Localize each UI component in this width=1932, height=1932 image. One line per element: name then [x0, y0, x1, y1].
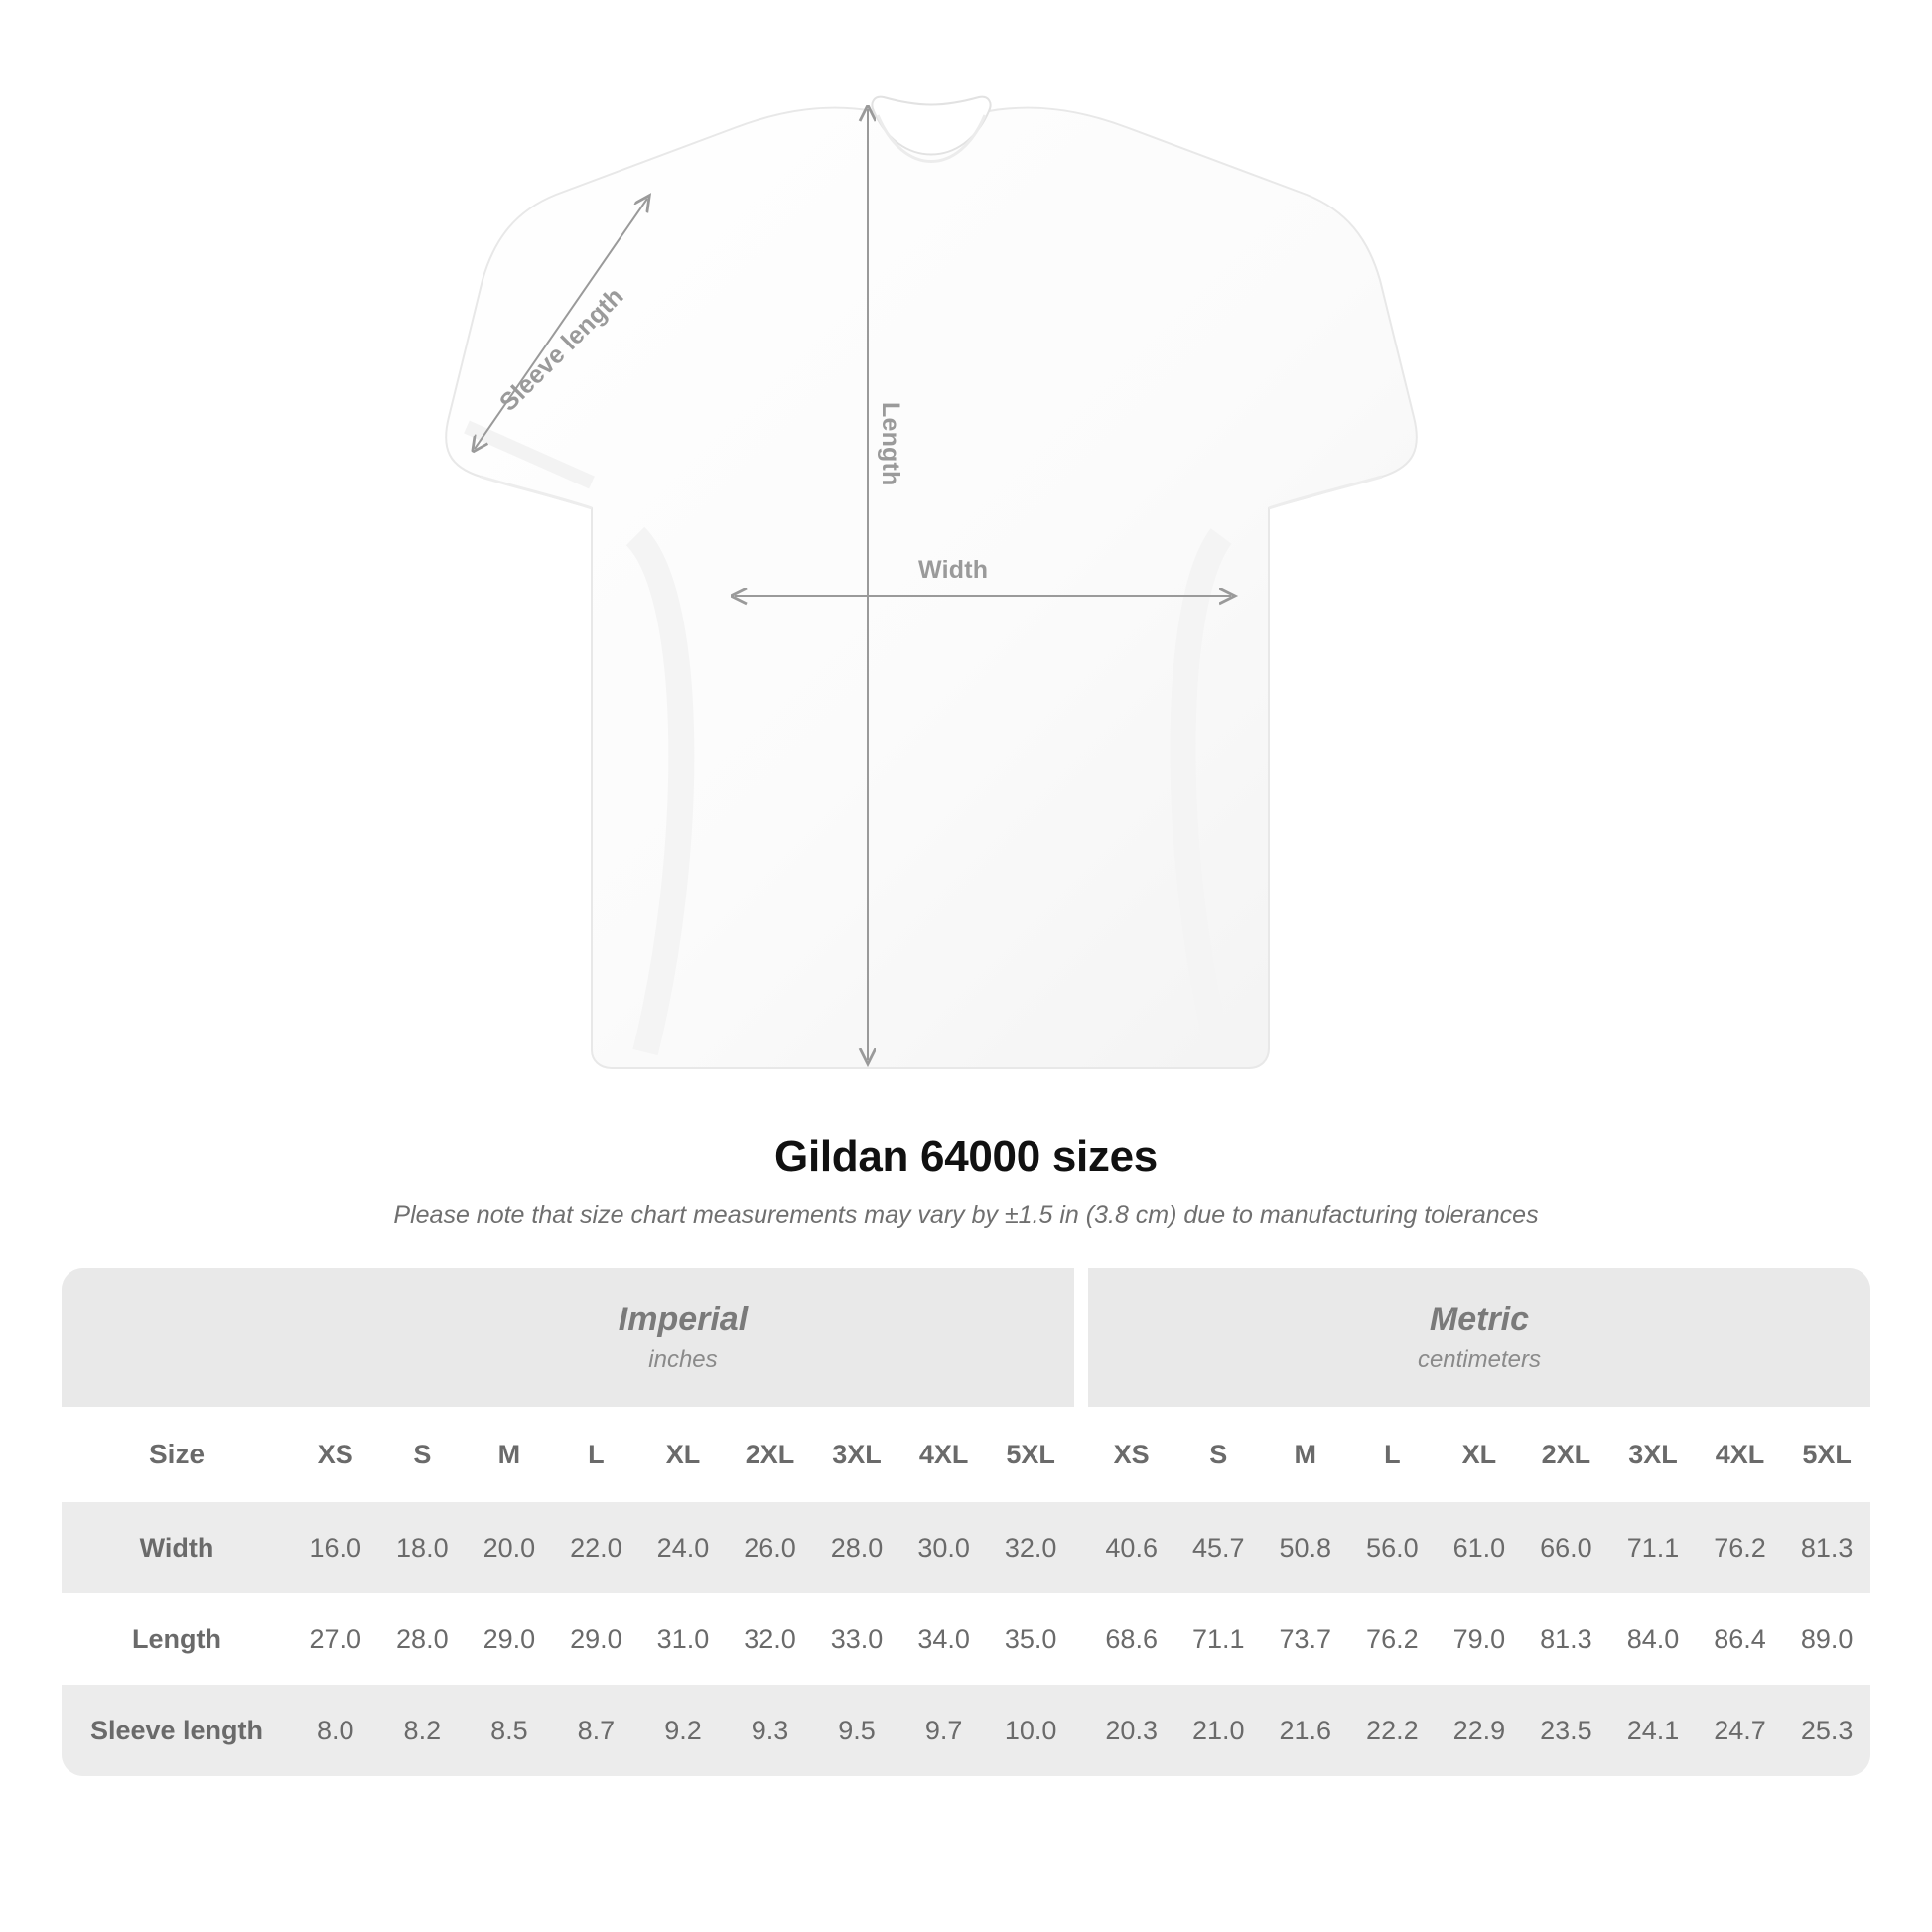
cell-width-imperial-3xl: 28.0: [813, 1502, 900, 1593]
cell-length-metric-xl: 79.0: [1436, 1593, 1523, 1685]
row-label-sleeve-length: Sleeve length: [62, 1685, 292, 1776]
size-header-metric-4xl: 4XL: [1697, 1407, 1784, 1502]
cell-length-imperial-m: 29.0: [466, 1593, 553, 1685]
size-header-metric-5xl: 5XL: [1783, 1407, 1870, 1502]
size-header-metric-s: S: [1174, 1407, 1262, 1502]
width-label: Width: [918, 556, 989, 584]
size-header-imperial-m: M: [466, 1407, 553, 1502]
title-block: [0, 1132, 1932, 1230]
cell-length-imperial-3xl: 33.0: [813, 1593, 900, 1685]
cell-length-metric-2xl: 81.3: [1523, 1593, 1610, 1685]
cell-width-metric-s: 45.7: [1174, 1502, 1262, 1593]
cell-length-imperial-s: 28.0: [379, 1593, 467, 1685]
unit-header-imperial: [292, 1268, 1074, 1407]
cell-length-metric-s: 71.1: [1174, 1593, 1262, 1685]
cell-length-metric-xs: 68.6: [1088, 1593, 1175, 1685]
cell-sleeve-metric-m: 21.6: [1262, 1685, 1349, 1776]
table-row-length: [62, 1593, 1870, 1685]
size-header-metric-3xl: 3XL: [1609, 1407, 1697, 1502]
cell-width-metric-2xl: 66.0: [1523, 1502, 1610, 1593]
cell-sleeve-metric-2xl: 23.5: [1523, 1685, 1610, 1776]
size-header-imperial-xl: XL: [639, 1407, 727, 1502]
unit-header-spacer: [1074, 1268, 1088, 1407]
size-header-metric-2xl: 2XL: [1523, 1407, 1610, 1502]
cell-sleeve-metric-xl: 22.9: [1436, 1685, 1523, 1776]
unit-sub-imperial: inches: [648, 1345, 718, 1373]
table-row-width: [62, 1502, 1870, 1593]
cell-sleeve-imperial-s: 8.2: [379, 1685, 467, 1776]
cell-length-metric-l: 76.2: [1349, 1593, 1437, 1685]
cell-width-imperial-s: 18.0: [379, 1502, 467, 1593]
cell-length-metric-m: 73.7: [1262, 1593, 1349, 1685]
size-table: [62, 1268, 1870, 1776]
size-header-spacer: [1074, 1407, 1088, 1502]
cell-width-metric-l: 56.0: [1349, 1502, 1437, 1593]
row-spacer-sleeve: [1074, 1685, 1088, 1776]
unit-header-row: [62, 1268, 1870, 1407]
cell-sleeve-metric-3xl: 24.1: [1609, 1685, 1697, 1776]
cell-sleeve-metric-l: 22.2: [1349, 1685, 1437, 1776]
cell-width-imperial-xs: 16.0: [292, 1502, 379, 1593]
cell-length-imperial-xl: 31.0: [639, 1593, 727, 1685]
size-table-container: [62, 1268, 1870, 1776]
cell-length-imperial-5xl: 35.0: [987, 1593, 1074, 1685]
size-header-imperial-l: L: [553, 1407, 640, 1502]
cell-sleeve-metric-5xl: 25.3: [1783, 1685, 1870, 1776]
cell-length-imperial-4xl: 34.0: [900, 1593, 988, 1685]
page-title: Gildan 64000 sizes: [774, 1132, 1158, 1180]
sleeve-length-label: Sleeve length: [494, 282, 629, 417]
size-header-imperial-3xl: 3XL: [813, 1407, 900, 1502]
cell-sleeve-imperial-xl: 9.2: [639, 1685, 727, 1776]
cell-width-imperial-5xl: 32.0: [987, 1502, 1074, 1593]
size-header-imperial-4xl: 4XL: [900, 1407, 988, 1502]
row-spacer-length: [1074, 1593, 1088, 1685]
cell-length-metric-3xl: 84.0: [1609, 1593, 1697, 1685]
cell-width-imperial-2xl: 26.0: [727, 1502, 814, 1593]
size-header-metric-xl: XL: [1436, 1407, 1523, 1502]
row-spacer-width: [1074, 1502, 1088, 1593]
size-header-imperial-5xl: 5XL: [987, 1407, 1074, 1502]
cell-length-metric-5xl: 89.0: [1783, 1593, 1870, 1685]
size-header-imperial-2xl: 2XL: [727, 1407, 814, 1502]
cell-sleeve-metric-xs: 20.3: [1088, 1685, 1175, 1776]
tolerance-note: Please note that size chart measurements may vary by ±1.5 in (3.8 cm) due to manufacturing tolerances: [393, 1201, 1539, 1229]
cell-sleeve-imperial-5xl: 10.0: [987, 1685, 1074, 1776]
cell-width-metric-xl: 61.0: [1436, 1502, 1523, 1593]
table-row-sleeve-length: [62, 1685, 1870, 1776]
unit-name-imperial: Imperial: [618, 1301, 749, 1339]
cell-sleeve-imperial-3xl: 9.5: [813, 1685, 900, 1776]
cell-sleeve-imperial-m: 8.5: [466, 1685, 553, 1776]
cell-width-imperial-l: 22.0: [553, 1502, 640, 1593]
cell-width-metric-3xl: 71.1: [1609, 1502, 1697, 1593]
cell-sleeve-metric-s: 21.0: [1174, 1685, 1262, 1776]
size-header-imperial-s: S: [379, 1407, 467, 1502]
cell-sleeve-metric-4xl: 24.7: [1697, 1685, 1784, 1776]
unit-name-metric: Metric: [1429, 1301, 1530, 1339]
unit-sub-metric: centimeters: [1417, 1345, 1541, 1373]
cell-length-metric-4xl: 86.4: [1697, 1593, 1784, 1685]
size-header-row: [62, 1407, 1870, 1502]
cell-width-metric-m: 50.8: [1262, 1502, 1349, 1593]
cell-width-imperial-xl: 24.0: [639, 1502, 727, 1593]
cell-length-imperial-l: 29.0: [553, 1593, 640, 1685]
length-label: Length: [877, 402, 904, 486]
cell-width-metric-xs: 40.6: [1088, 1502, 1175, 1593]
cell-sleeve-imperial-xs: 8.0: [292, 1685, 379, 1776]
cell-width-metric-5xl: 81.3: [1783, 1502, 1870, 1593]
size-header-metric-m: M: [1262, 1407, 1349, 1502]
size-header-metric-xs: XS: [1088, 1407, 1175, 1502]
cell-length-imperial-2xl: 32.0: [727, 1593, 814, 1685]
cell-sleeve-imperial-2xl: 9.3: [727, 1685, 814, 1776]
cell-width-imperial-m: 20.0: [466, 1502, 553, 1593]
row-label-width: Width: [62, 1502, 292, 1593]
size-header-metric-l: L: [1349, 1407, 1437, 1502]
unit-header-empty: [62, 1268, 292, 1407]
cell-sleeve-imperial-4xl: 9.7: [900, 1685, 988, 1776]
cell-sleeve-imperial-l: 8.7: [553, 1685, 640, 1776]
cell-width-imperial-4xl: 30.0: [900, 1502, 988, 1593]
size-header-label: Size: [62, 1407, 292, 1502]
row-label-length: Length: [62, 1593, 292, 1685]
size-header-imperial-xs: XS: [292, 1407, 379, 1502]
cell-width-metric-4xl: 76.2: [1697, 1502, 1784, 1593]
cell-length-imperial-xs: 27.0: [292, 1593, 379, 1685]
unit-header-metric: [1088, 1268, 1870, 1407]
